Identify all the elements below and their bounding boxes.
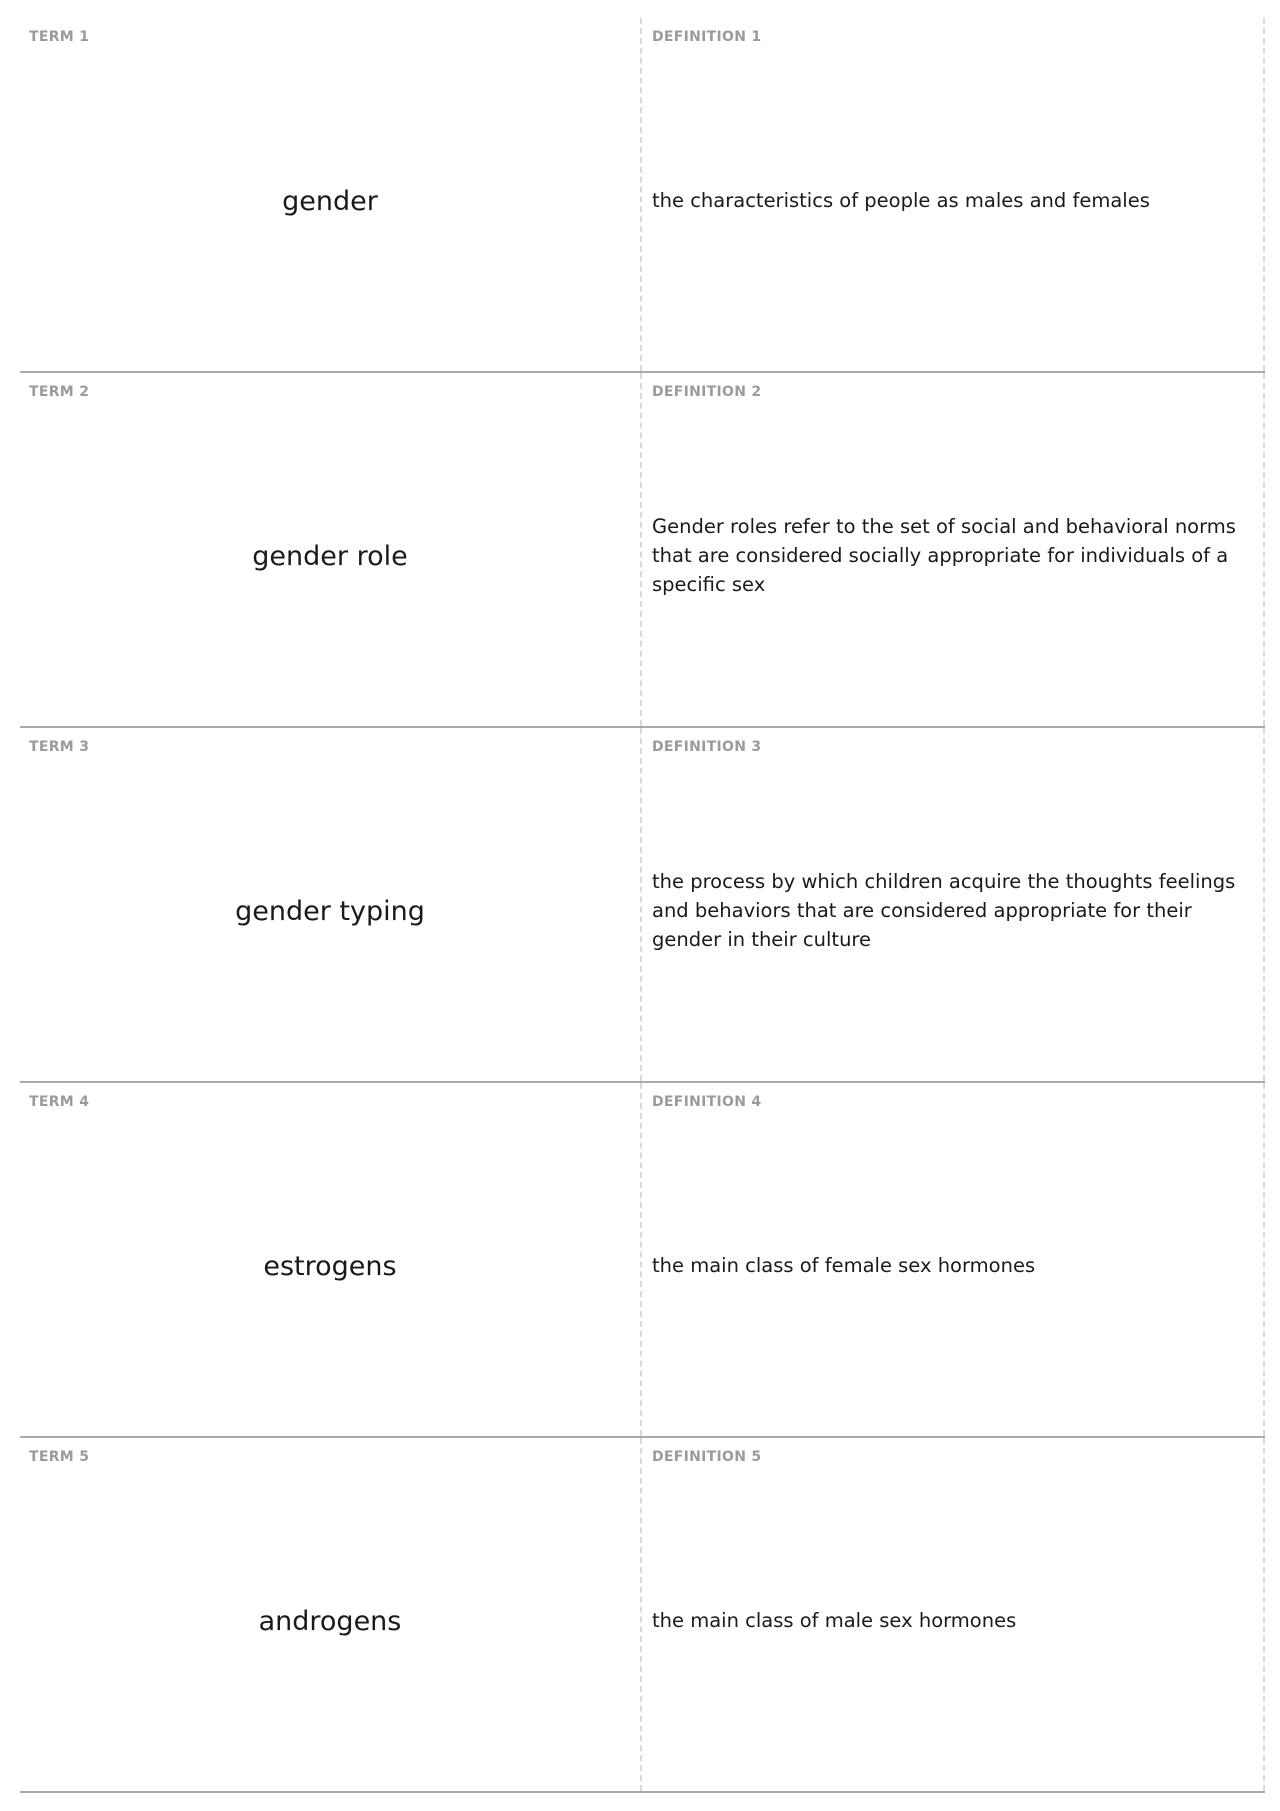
- definition-label: DEFINITION 3: [652, 739, 762, 755]
- definition-text-container: [652, 18, 1245, 371]
- definition-label: DEFINITION 2: [652, 384, 762, 400]
- definition-text: the characteristics of people as males and females: [652, 189, 1150, 212]
- flashcard-row: [20, 1438, 1265, 1793]
- flashcard-row: [20, 1083, 1265, 1438]
- definition-text-container: [652, 1083, 1245, 1436]
- term-cell: [20, 1083, 642, 1436]
- flashcard-row: [20, 18, 1265, 373]
- definition-cell: [642, 1438, 1265, 1791]
- definition-text-container: [652, 373, 1245, 726]
- flashcard-row: [20, 728, 1265, 1083]
- definition-text: the process by which children acquire the thoughts feelings and behaviors that are considered appropriate for their gender in their culture: [652, 870, 1236, 951]
- definition-text: Gender roles refer to the set of social and behavioral norms that are considered socially appropriate for individuals of a specific sex: [652, 515, 1236, 596]
- term-text: gender role: [252, 541, 408, 572]
- term-cell: [20, 728, 642, 1081]
- definition-label: DEFINITION 5: [652, 1449, 762, 1465]
- term-label: TERM 4: [29, 1094, 90, 1110]
- term-label: TERM 5: [29, 1449, 90, 1465]
- term-text: gender typing: [235, 896, 425, 927]
- definition-cell: [642, 373, 1265, 726]
- term-text: estrogens: [263, 1251, 397, 1282]
- definition-text: the main class of female sex hormones: [652, 1254, 1036, 1277]
- term-cell: [20, 373, 642, 726]
- definition-text-container: [652, 1438, 1245, 1791]
- definition-text: the main class of male sex hormones: [652, 1609, 1017, 1632]
- term-text: androgens: [258, 1606, 402, 1637]
- term-cell: [20, 18, 642, 371]
- term-label: TERM 3: [29, 739, 90, 755]
- definition-cell: [642, 1083, 1265, 1436]
- term-text: gender: [282, 186, 378, 217]
- term-label: TERM 2: [29, 384, 90, 400]
- definition-cell: [642, 728, 1265, 1081]
- definition-text-container: [652, 728, 1245, 1081]
- definition-cell: [642, 18, 1265, 371]
- term-label: TERM 1: [29, 29, 90, 45]
- flashcard-row: [20, 373, 1265, 728]
- term-cell: [20, 1438, 642, 1791]
- definition-label: DEFINITION 1: [652, 29, 762, 45]
- flashcard-sheet: [20, 18, 1265, 1793]
- definition-label: DEFINITION 4: [652, 1094, 762, 1110]
